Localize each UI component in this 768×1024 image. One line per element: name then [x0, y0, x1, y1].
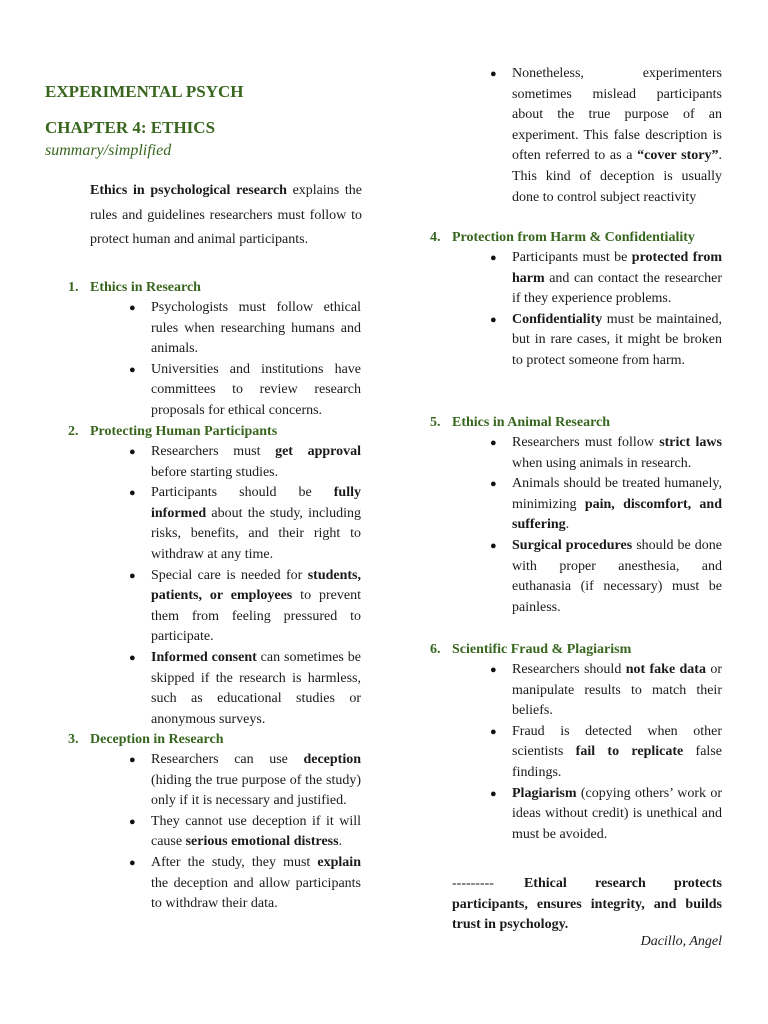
- bullet-item: [129, 750, 361, 812]
- bold-text: get approval: [275, 444, 361, 459]
- bullet-icon: ●: [490, 725, 497, 738]
- section-number: 2.: [68, 424, 79, 439]
- bullet-icon: ●: [129, 651, 136, 664]
- subtitle: summary/simplified: [45, 142, 172, 159]
- text: They cannot use deception if it will cause: [151, 813, 361, 850]
- text: before starting studies.: [151, 464, 279, 480]
- bullet-icon: ●: [129, 487, 136, 500]
- bullet-item: [490, 536, 722, 618]
- bullet-icon: ●: [490, 478, 497, 491]
- bullet-icon: ●: [129, 856, 136, 869]
- bullet-icon: ●: [129, 815, 136, 828]
- bullet-icon: ●: [490, 313, 497, 326]
- bullet-icon: ●: [490, 539, 497, 552]
- text: Nonetheless, experimenters sometimes mislead participants about the true purpose of an experiment. This false description is often referred to as a: [512, 66, 722, 164]
- text: . This kind of deception is usually done to control subject reactivity: [512, 148, 722, 205]
- author-signature: Dacillo, Angel: [640, 934, 722, 949]
- text: (copying others’ work or ideas without credit) is unethical and must be avoided.: [512, 785, 722, 842]
- bullet-icon: ●: [129, 363, 136, 376]
- bullet-icon: ●: [490, 437, 497, 449]
- section-title: Protection from Harm & Confidentiality: [452, 230, 695, 245]
- bullet-item: [490, 722, 722, 784]
- text: Psychologists must follow ethical rules when researching humans and animals.: [151, 300, 361, 357]
- bullet-icon: ●: [490, 664, 497, 676]
- bold-text: “cover story”: [637, 148, 719, 164]
- section-number: 6.: [430, 642, 441, 657]
- bullet-icon: ●: [129, 569, 136, 582]
- text: Researchers should: [512, 662, 626, 677]
- bullet-item: [490, 310, 722, 372]
- bullet-item: [490, 784, 722, 846]
- text: to prevent them from feeling pressured to participate.: [151, 588, 361, 645]
- text: the deception and allow participants to withdraw their data.: [151, 875, 361, 912]
- text: (hiding the true purpose of the study) only if it is necessary and justified.: [151, 772, 361, 809]
- text: .: [338, 834, 343, 850]
- closing-dashes: ---------: [452, 876, 494, 891]
- bullet-icon: ●: [129, 754, 136, 766]
- section-6-heading: [430, 640, 631, 660]
- text: After the study, they must: [151, 854, 318, 870]
- bold-text: protected from harm: [512, 250, 722, 286]
- text: Researchers can use: [151, 752, 304, 767]
- section-3-heading: [68, 730, 224, 750]
- section-4-list: [490, 248, 722, 372]
- bullet-item: [129, 360, 361, 422]
- bullet-item: [490, 474, 722, 536]
- section-title: Scientific Fraud & Plagiarism: [452, 642, 632, 657]
- section-3-list-continued: [490, 64, 722, 208]
- bold-text: students, patients, or employees: [151, 567, 361, 604]
- section-1-heading: [68, 278, 201, 298]
- text: Researchers must: [151, 444, 276, 459]
- bullet-icon: ●: [490, 252, 497, 264]
- text: Researchers must follow: [512, 435, 660, 450]
- bullet-icon: ●: [129, 446, 136, 458]
- bold-text: strict laws: [659, 435, 722, 450]
- section-2-list: [129, 442, 361, 730]
- bold-text: Informed consent: [151, 649, 257, 665]
- text: and can contact the researcher if they experience problems.: [512, 270, 722, 307]
- intro-bold: Ethics in psychological research: [90, 183, 287, 198]
- text: Participants must be: [512, 250, 632, 265]
- section-2-heading: [68, 422, 277, 442]
- text: about the study, including risks, benefits, and their right to withdraw at any time.: [151, 505, 361, 562]
- bold-text: serious emotional distress: [185, 834, 339, 850]
- closing-statement: [452, 874, 722, 936]
- bullet-item: [129, 298, 361, 360]
- intro-text: explains the rules and guidelines researchers must follow to protect human and animal participants.: [90, 183, 362, 247]
- section-6-list: [490, 660, 722, 845]
- text: Animals should be treated humanely, minimizing: [512, 476, 722, 512]
- section-title: Protecting Human Participants: [90, 424, 278, 439]
- bullet-item: [490, 660, 722, 722]
- bullet-icon: ●: [490, 68, 497, 80]
- section-5-heading: [430, 413, 610, 433]
- bullet-item: [129, 648, 361, 730]
- bold-text: Plagiarism: [512, 785, 577, 801]
- bullet-item: [129, 853, 361, 915]
- section-title: Deception in Research: [90, 732, 224, 747]
- section-number: 4.: [430, 230, 441, 245]
- section-4-heading: [430, 228, 695, 248]
- text: can sometimes be skipped if the research is harmless, such as educational studies or anonymous surveys.: [151, 649, 361, 727]
- chapter-title: CHAPTER 4: ETHICS: [45, 118, 216, 137]
- bold-text: fully informed: [151, 485, 361, 521]
- text: Fraud is detected when other scientists: [512, 723, 722, 760]
- section-number: 1.: [68, 280, 79, 295]
- closing-text: Ethical research protects participants, ensures integrity, and builds trust in psychology.: [452, 876, 722, 932]
- bullet-item: [129, 812, 361, 853]
- text: false findings.: [512, 744, 722, 780]
- bullet-item: [129, 566, 361, 648]
- bold-text: not fake data: [625, 662, 706, 677]
- section-number: 3.: [68, 732, 79, 747]
- text: must be maintained, but in rare cases, it might be broken to protect someone from harm.: [512, 311, 722, 368]
- bullet-item: [129, 483, 361, 565]
- bold-text: fail to replicate: [575, 744, 684, 760]
- bold-text: explain: [317, 854, 361, 870]
- section-title: Ethics in Research: [90, 280, 201, 295]
- section-title: Ethics in Animal Research: [452, 415, 611, 430]
- bold-text: Confidentiality: [512, 311, 603, 327]
- bullet-item: [490, 64, 722, 208]
- bullet-item: [490, 248, 722, 310]
- section-1-list: [129, 298, 361, 422]
- text: .: [565, 517, 570, 533]
- text: or manipulate results to match their beliefs.: [512, 662, 722, 719]
- course-title: EXPERIMENTAL PSYCH: [45, 82, 244, 101]
- bullet-icon: ●: [129, 302, 136, 314]
- text: Special care is needed for: [151, 567, 308, 583]
- section-number: 5.: [430, 415, 441, 430]
- bold-text: Surgical procedures: [512, 537, 633, 553]
- bold-text: deception: [303, 752, 361, 767]
- text: when using animals in research.: [512, 455, 692, 471]
- text: should be done with proper anesthesia, and euthanasia (if necessary) must be painless.: [512, 537, 722, 615]
- bullet-item: [490, 433, 722, 474]
- section-3-list: [129, 750, 361, 915]
- bullet-icon: ●: [490, 787, 497, 800]
- text: Universities and institutions have committees to review research proposals for ethical concerns.: [151, 361, 361, 418]
- text: Participants should be: [151, 485, 334, 501]
- intro-paragraph: [90, 179, 362, 253]
- section-5-list: [490, 433, 722, 618]
- bullet-item: [129, 442, 361, 483]
- bold-text: pain, discomfort, and suffering: [512, 496, 722, 533]
